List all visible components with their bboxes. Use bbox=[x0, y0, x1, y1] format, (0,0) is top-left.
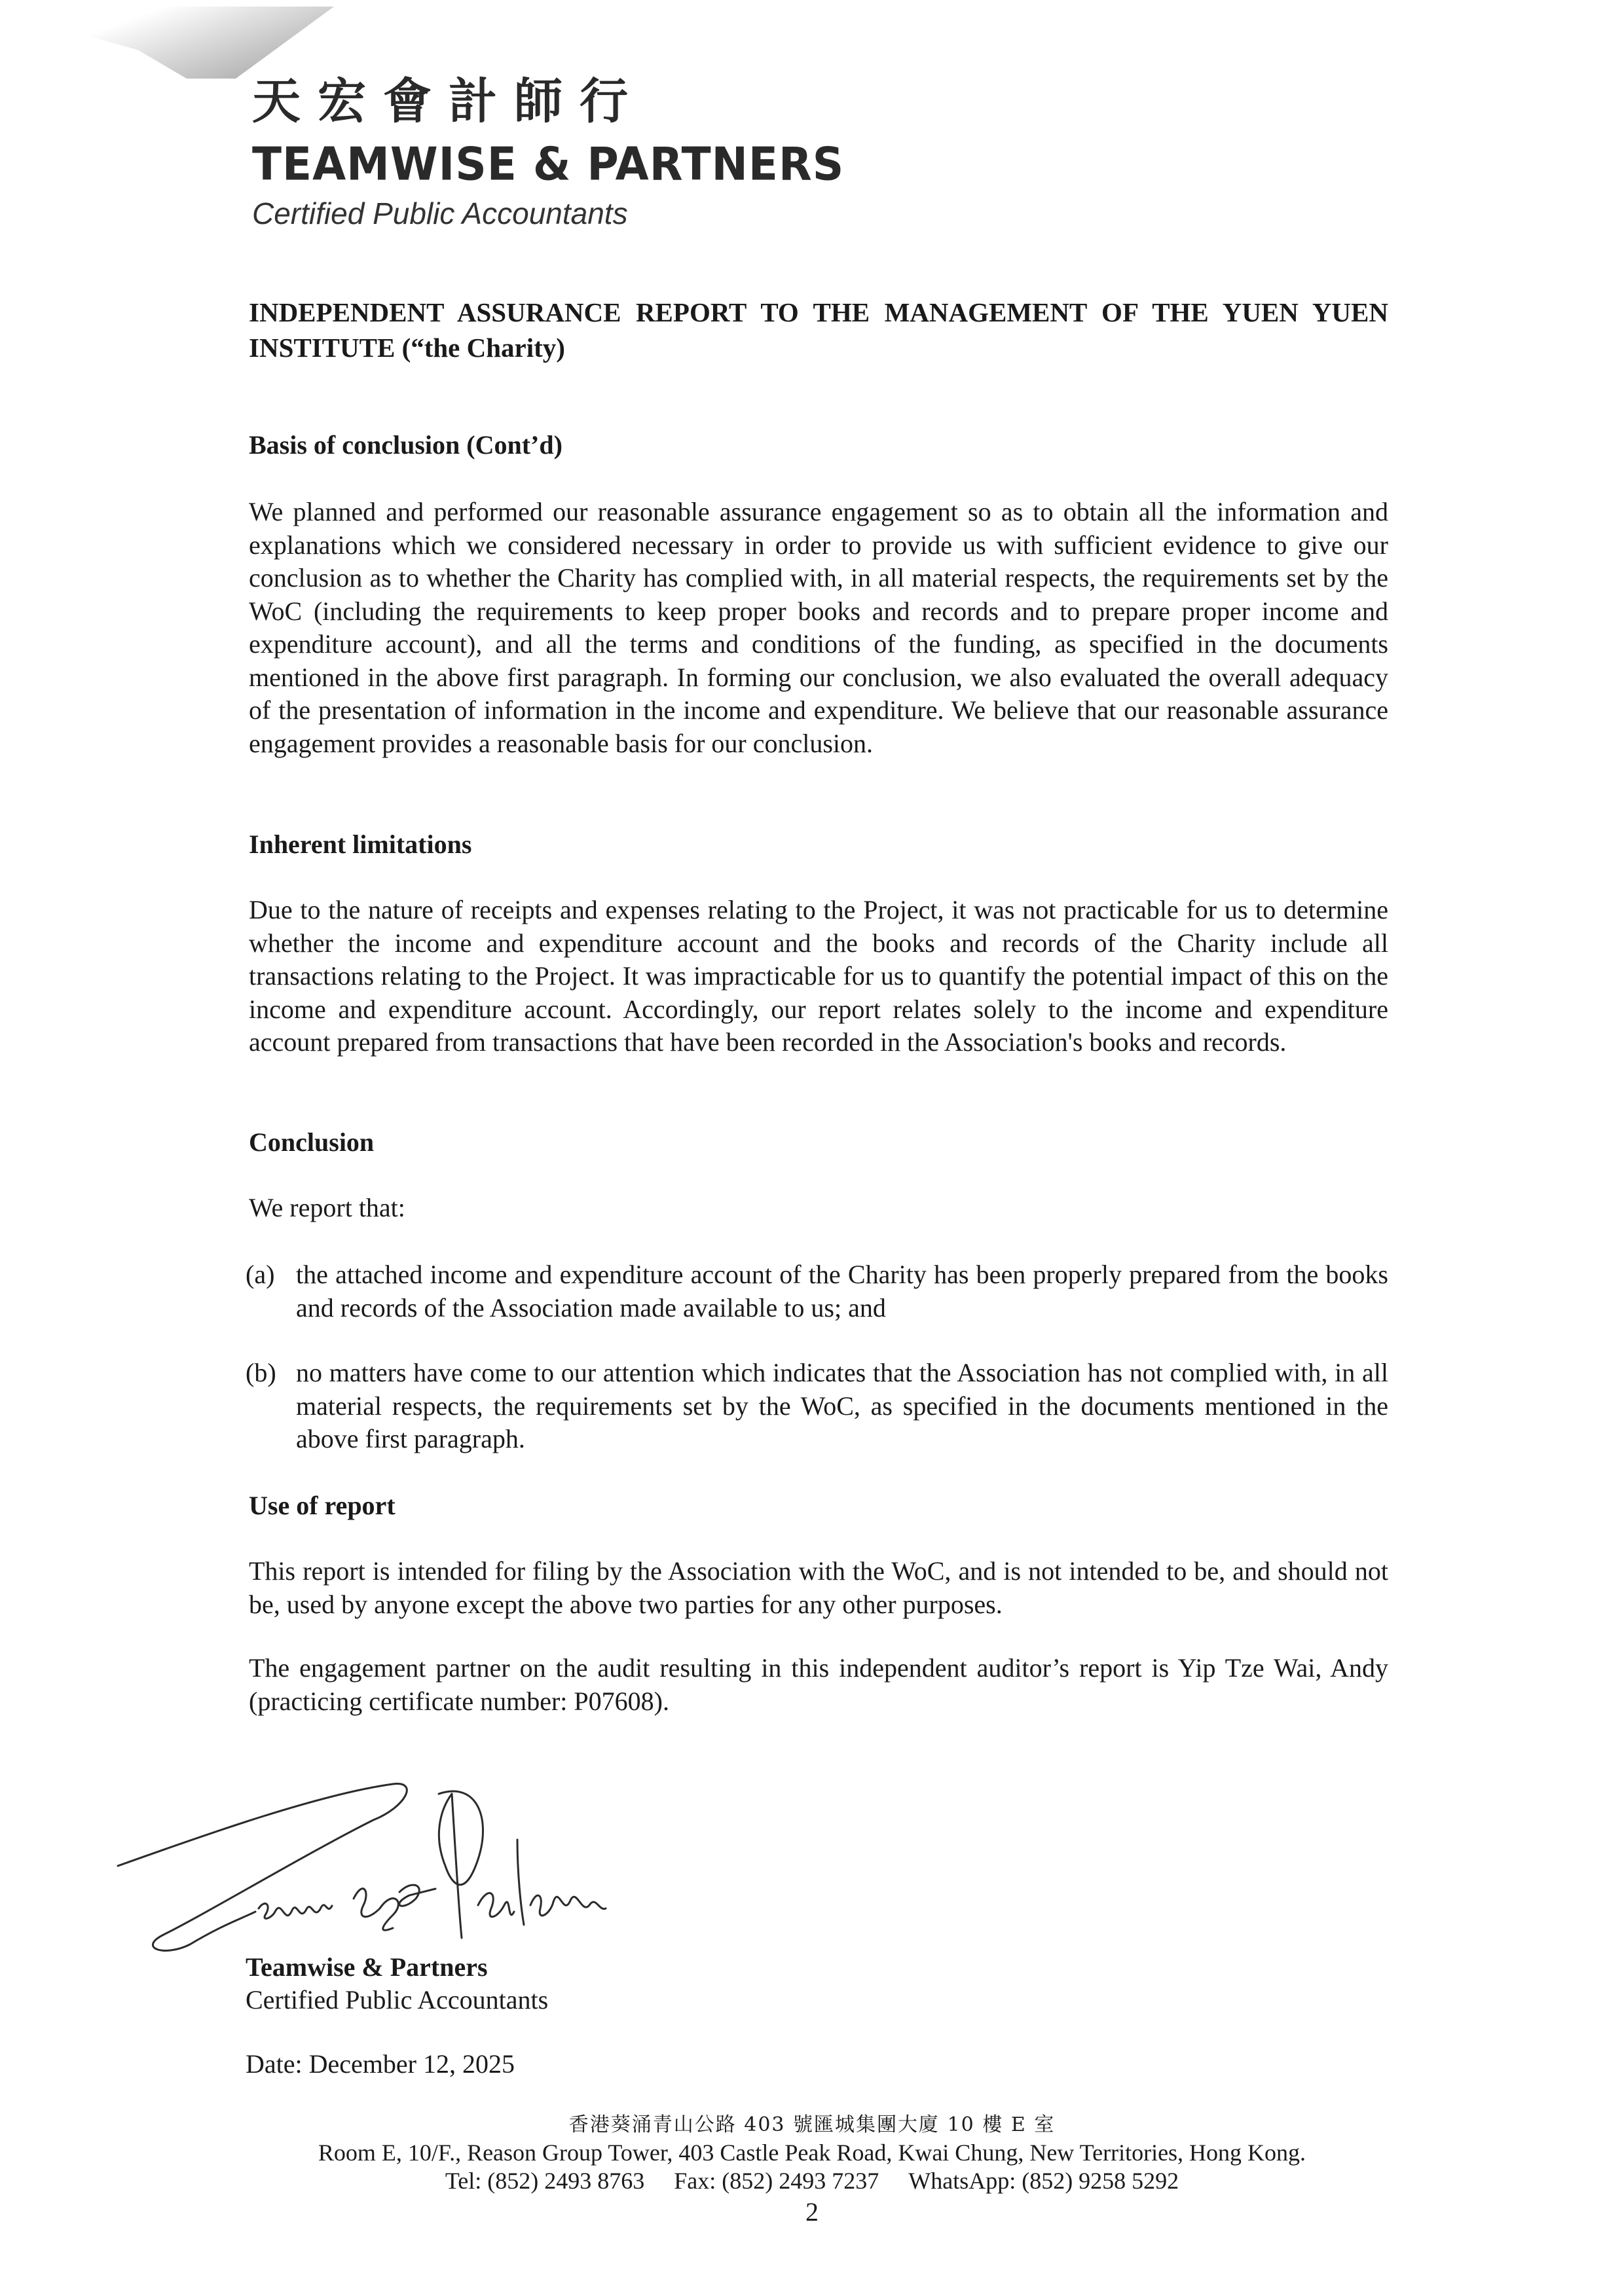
section-heading-limitations: Inherent limitations bbox=[249, 829, 472, 859]
paragraph-engagement-partner: The engagement partner on the audit resulting in this independent auditor’s report is Yip Tze Wai, Andy (practicing certificate number: P07608). bbox=[249, 1653, 1388, 1716]
footer-fax: Fax: (852) 2493 7237 bbox=[674, 2168, 879, 2194]
section-heading-use-of-report: Use of report bbox=[249, 1491, 396, 1520]
paragraph-use-of-report: This report is intended for filing by the Association with the WoC, and is not intended to be, and should not be, used by anyone except the above two parties for any other purposes. bbox=[249, 1556, 1388, 1619]
report-title: INDEPENDENT ASSURANCE REPORT TO THE MANAGEMENT OF THE YUEN YUEN INSTITUTE (“the Charity) bbox=[249, 297, 1388, 363]
page-number: 2 bbox=[805, 2197, 819, 2227]
conclusion-intro: We report that: bbox=[249, 1193, 405, 1222]
section-heading-basis: Basis of conclusion (Cont’d) bbox=[249, 430, 563, 460]
footer-whatsapp: WhatsApp: (852) 9258 5292 bbox=[908, 2168, 1179, 2194]
signature-designation: Certified Public Accountants bbox=[246, 1985, 549, 2014]
footer-address-english: Room E, 10/F., Reason Group Tower, 403 Castle Peak Road, Kwai Chung, New Territories, Hong Kong. bbox=[318, 2140, 1306, 2166]
list-marker: (a) bbox=[246, 1260, 275, 1289]
paragraph-basis: We planned and performed our reasonable assurance engagement so as to obtain all the information and explanations which we considered necessary in order to provide us with sufficient evidence to give our conclusion as to whether the Charity has complied with, in all material respects, the requirements set by the WoC (including the requirements to keep proper books and records and to prepare proper income and expenditure account), and all the terms and conditions of the funding, as specified in the documents mentioned in the above first paragraph. In forming our conclusion, we also evaluated the overall adequacy of the presentation of information in the income and expenditure. We believe that our reasonable assurance engagement provides a reasonable basis for our conclusion. bbox=[249, 497, 1388, 758]
list-marker: (b) bbox=[246, 1358, 276, 1387]
footer-tel: Tel: (852) 2493 8763 bbox=[445, 2168, 645, 2194]
list-item-text: the attached income and expenditure account of the Charity has been properly prepared from the books and records of the Association made available to us; and bbox=[296, 1260, 1388, 1322]
conclusion-item-b bbox=[246, 1357, 1388, 1456]
firm-name-english: TEAMWISE & PARTNERS bbox=[252, 137, 845, 191]
handwritten-signature bbox=[111, 1768, 1028, 1977]
report-date: Date: December 12, 2025 bbox=[246, 2049, 515, 2079]
list-item-text: no matters have come to our attention which indicates that the Association has not complied with, in all material respects, the requirements set by the WoC, as specified in the documents mentioned in the above first paragraph. bbox=[296, 1358, 1388, 1453]
footer-contact bbox=[0, 2167, 1624, 2195]
scan-corner-shadow bbox=[7, 7, 334, 79]
section-heading-conclusion: Conclusion bbox=[249, 1127, 375, 1157]
firm-subtitle: Certified Public Accountants bbox=[252, 196, 628, 230]
paragraph-limitations: Due to the nature of receipts and expenses relating to the Project, it was not practicable for us to determine whether the income and expenditure account and the books and records of the Charity include all transactions relating to the Project. It was impracticable for us to quantify the potential impact of this on the income and expenditure account. Accordingly, our report relates solely to the income and expenditure account prepared from transactions that have been recorded in the Association's books and records. bbox=[249, 895, 1388, 1057]
firm-name-chinese: 天宏會計師行 bbox=[252, 73, 645, 130]
letterhead bbox=[252, 72, 844, 233]
footer-address-chinese: 香港葵涌青山公路 403 號匯城集團大廈 10 樓 E 室 bbox=[568, 2113, 1056, 2136]
signature-firm-name: Teamwise & Partners bbox=[246, 1952, 488, 1982]
conclusion-item-a bbox=[246, 1258, 1388, 1324]
